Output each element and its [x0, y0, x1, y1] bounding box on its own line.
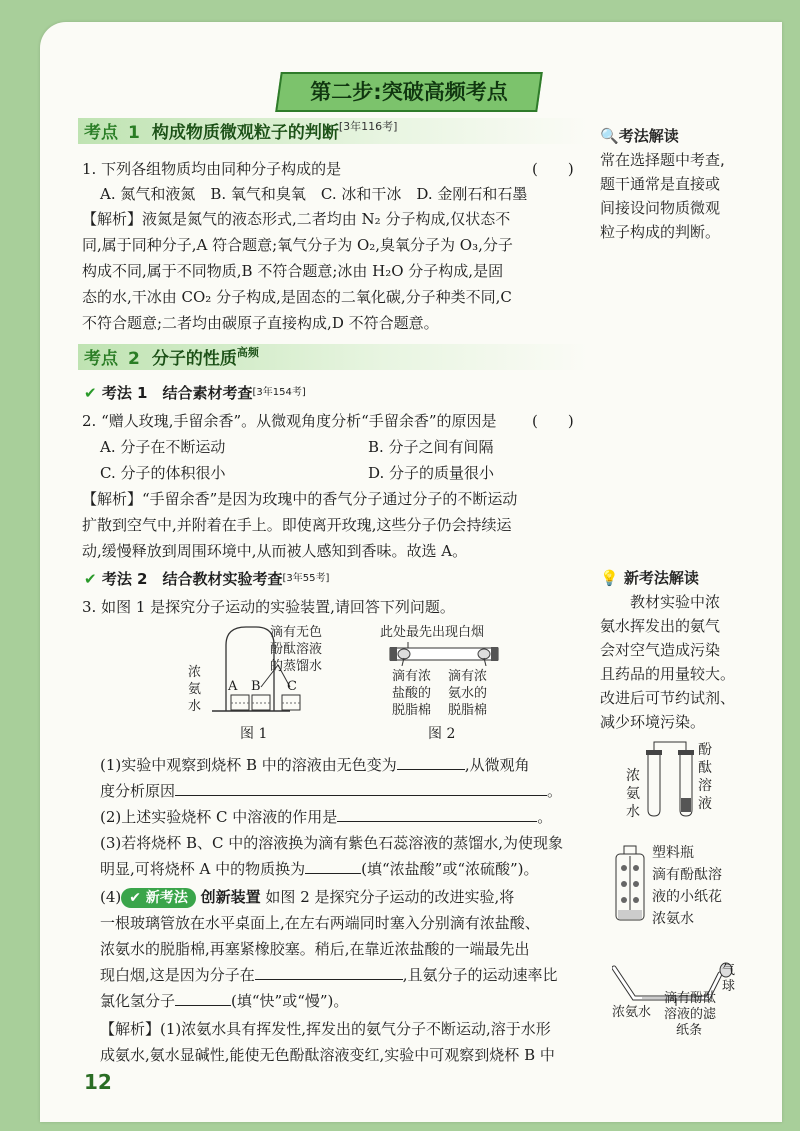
- fig2-right-label: 滴有浓: [448, 669, 488, 684]
- kaodian-label: 考点: [84, 123, 118, 143]
- answer-blank[interactable]: [337, 807, 537, 822]
- side-fig-label: 氨: [626, 786, 640, 802]
- q2-option-c: C. 分子的体积很小: [100, 464, 226, 482]
- section-banner: [275, 72, 543, 112]
- fig2-right-label: 脱脂棉: [448, 703, 488, 718]
- method-label: 考法 1: [101, 384, 148, 402]
- frequency-badge: [3年154考]: [252, 387, 306, 398]
- answer-blank[interactable]: [255, 965, 403, 980]
- q3-analysis-line: 成氨水,氨水显碱性,能使无色酚酞溶液变红,实验中可观察到烧杯 B 中: [100, 1046, 555, 1064]
- fig1-left-label: 氨: [188, 682, 202, 697]
- q1-answer-paren: ( ): [532, 160, 574, 178]
- answer-blank[interactable]: [397, 755, 465, 770]
- sidebar-line: 题干通常是直接或: [600, 175, 721, 193]
- sidebar-heading: 🔍考法解读: [600, 127, 679, 145]
- beaker-b-label: B: [251, 679, 261, 694]
- q3-part3: (3)若将烧杯 B、C 中的溶液换为滴有紫色石蕊溶液的蒸馏水,为使现象: [100, 834, 564, 852]
- kaodian-label: 考点: [84, 349, 118, 369]
- kaodian-number: 2: [128, 349, 140, 369]
- side-fig-label: 浓氨水: [652, 911, 694, 927]
- q1-analysis-line: 同,属于同种分子,A 符合题意;氧气分子为 O₂,臭氧分子为 O₃,分子: [82, 236, 513, 254]
- frequency-badge: [3年55考]: [282, 573, 330, 584]
- side-fig-label: 气: [722, 963, 736, 978]
- sidebar-method-notes: [600, 124, 725, 244]
- sidebar-line: 教材实验中浓: [600, 593, 721, 611]
- fig1-caption: 图 1: [240, 726, 268, 742]
- new-method-tag: ✔ 新考法: [121, 888, 196, 908]
- sidebar-line: 氨水挥发出的氨气: [600, 617, 721, 635]
- side-fig-label: 浓: [626, 768, 640, 784]
- fig1-left-label: 浓: [188, 665, 202, 680]
- q1-options: A. 氮气和液氮 B. 氧气和臭氧 C. 冰和干冰 D. 金刚石和石墨: [100, 185, 528, 203]
- kaodian-title: 分子的性质: [151, 349, 237, 369]
- page-number: 12: [84, 1070, 112, 1094]
- kaodian-1-header: [78, 118, 588, 144]
- kaodian-title: 构成物质微观粒子的判断: [151, 123, 339, 143]
- method-label: 考法 2: [101, 570, 148, 588]
- sidebar-line: 粒子构成的判断。: [600, 223, 721, 241]
- method-title: 结合素材考查: [162, 384, 253, 402]
- q3-part4-line: 现白烟,这是因为分子在 ,且氨分子的运动速率比: [100, 966, 558, 984]
- kaodian-number: 1: [128, 123, 140, 143]
- side-fig-label: 酚: [698, 742, 712, 758]
- side-fig-label: 液: [698, 796, 712, 812]
- sidebar-heading: 💡 新考法解读: [600, 569, 699, 587]
- sidebar-new-method: [600, 566, 735, 734]
- q2-analysis-line: 动,缓慢释放到周围环境中,从而被人感知到香味。故选 A。: [82, 542, 468, 560]
- fig2-left-label: 盐酸的: [392, 686, 432, 701]
- q1-stem: 1. 下列各组物质均由同种分子构成的是: [82, 160, 342, 178]
- beaker-c-label: C: [287, 679, 297, 694]
- check-icon: ✔: [84, 384, 97, 402]
- answer-blank[interactable]: [175, 991, 231, 1006]
- fig2-right-label: 氨水的: [448, 686, 488, 701]
- answer-blank[interactable]: [305, 859, 361, 874]
- side-fig-label: 水: [626, 804, 640, 820]
- fig2-left-label: 脱脂棉: [392, 703, 432, 718]
- q3-part1-cont: 度分析原因 。: [100, 782, 563, 800]
- q3-part4: (4) ✔ 新考法 创新装置 如图 2 是探究分子运动的改进实验,将: [100, 888, 515, 906]
- fig2-top-label: 此处最先出现白烟: [380, 625, 485, 640]
- check-icon: ✔: [84, 570, 97, 588]
- q1-analysis-line: 【解析】液氮是氮气的液态形式,二者均由 N₂ 分子构成,仅状态不: [82, 210, 511, 228]
- q1-analysis-line: 构成不同,属于不同物质,B 不符合题意;冰由 H₂O 分子构成,是固: [82, 262, 504, 280]
- high-frequency-badge: 高频: [236, 346, 259, 359]
- fig2-left-label: 滴有浓: [392, 669, 432, 684]
- side-fig-label: 滴有酚酞: [664, 991, 717, 1006]
- beaker-a-label: A: [228, 679, 238, 694]
- figure-2-glass-tube: [388, 642, 500, 666]
- sidebar-line: 且药品的用量较大。: [600, 665, 736, 683]
- q3-part2: (2)上述实验烧杯 C 中溶液的作用是 。: [100, 808, 553, 826]
- sidebar-line: 间接设问物质微观: [600, 199, 721, 217]
- q1-analysis-line: 不符合题意;二者均由碳原子直接构成,D 不符合题意。: [82, 314, 439, 332]
- method-title: 结合教材实验考查: [162, 570, 283, 588]
- magnifier-icon: 🔍: [600, 127, 619, 145]
- q3-stem: 3. 如图 1 是探究分子运动的实验装置,请回答下列问题。: [82, 598, 455, 616]
- frequency-badge: [3年116考]: [338, 120, 398, 133]
- side-fig-label: 纸条: [676, 1023, 703, 1038]
- side-figure-bottle: [610, 844, 650, 924]
- fig1-label: 滴有无色: [270, 625, 323, 640]
- q3-part4-line: 一根玻璃管放在水平桌面上,在左右两端同时塞入分别滴有浓盐酸、: [100, 914, 540, 932]
- sidebar-line: 减少环境污染。: [600, 713, 706, 731]
- q3-analysis-line: 【解析】(1)浓氨水具有挥发性,挥发出的氨气分子不断运动,溶于水形: [100, 1020, 551, 1038]
- fig2-caption: 图 2: [428, 726, 456, 742]
- side-fig-label: 液的小纸花: [652, 889, 722, 905]
- q2-answer-paren: ( ): [532, 412, 574, 430]
- q3-part4-line: 浓氨水的脱脂棉,再塞紧橡胶塞。稍后,在靠近浓盐酸的一端最先出: [100, 940, 530, 958]
- sidebar-line: 会对空气造成污染: [600, 641, 721, 659]
- section-title: 第二步:突破高频考点: [310, 80, 508, 104]
- side-fig-label: 塑料瓶: [652, 845, 694, 861]
- fig1-left-label: 水: [188, 699, 202, 714]
- q3-part3-cont: 明显,可将烧杯 A 中的物质换为 (填“浓盐酸”或“浓硫酸”)。: [100, 860, 539, 878]
- side-fig-label: 球: [722, 979, 736, 994]
- sidebar-line: 改进后可节约试剂、: [600, 689, 736, 707]
- q2-option-d: D. 分子的质量很小: [368, 464, 495, 482]
- q2-analysis-line: 【解析】“手留余香”是因为玫瑰中的香气分子通过分子的不断运动: [82, 490, 518, 508]
- side-fig-label: 浓氨水: [612, 1005, 652, 1020]
- side-fig-label: 溶液的滤: [664, 1007, 717, 1022]
- fig1-label: 的蒸馏水: [270, 659, 323, 674]
- method-2-header: [84, 568, 329, 590]
- q2-stem: 2. “赠人玫瑰,手留余香”。从微观角度分析“手留余香”的原因是: [82, 412, 497, 430]
- q3-part4-line: 氯化氢分子 (填“快”或“慢”)。: [100, 992, 349, 1010]
- q2-option-b: B. 分子之间有间隔: [368, 438, 494, 456]
- method-1-header: [84, 382, 306, 404]
- q1-analysis-line: 态的水,干冰由 CO₂ 分子构成,是固态的二氧化碳,分子种类不同,C: [82, 288, 512, 306]
- side-fig-label: 溶: [698, 778, 712, 794]
- q2-analysis-line: 扩散到空气中,并附着在手上。即使离开玫瑰,这些分子仍会持续运: [82, 516, 512, 534]
- lightbulb-icon: 💡: [600, 569, 619, 587]
- fig1-label: 酚酞溶液: [270, 642, 323, 657]
- sidebar-line: 常在选择题中考查,: [600, 151, 725, 169]
- q3-part1: (1)实验中观察到烧杯 B 中的溶液由无色变为 ,从微观角: [100, 756, 530, 774]
- kaodian-2-header: [78, 344, 588, 370]
- answer-blank[interactable]: [175, 781, 547, 796]
- q2-option-a: A. 分子在不断运动: [100, 438, 226, 456]
- side-fig-label: 酞: [698, 760, 712, 776]
- side-fig-label: 滴有酚酞溶: [652, 867, 722, 883]
